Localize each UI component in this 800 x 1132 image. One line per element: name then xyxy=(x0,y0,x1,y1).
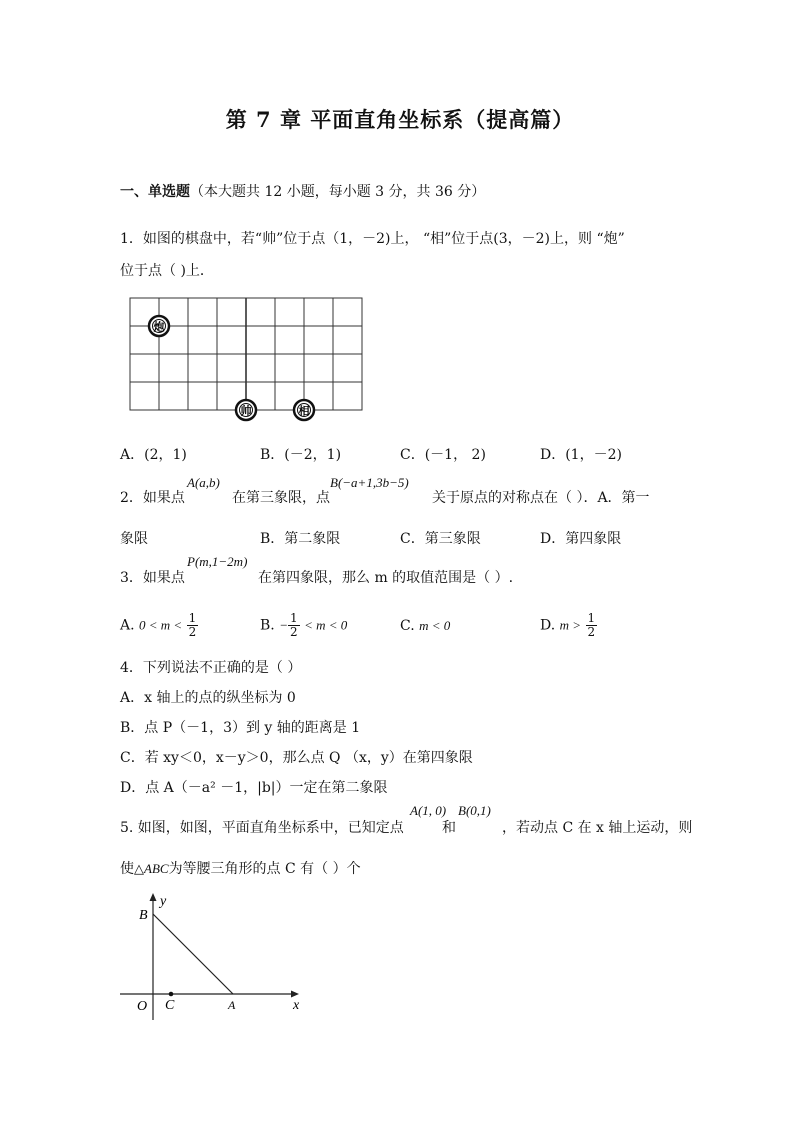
q1-stem-line1: 1．如图的棋盘中，若“帅”位于点（1，－2)上， “相”位于点(3，－2)上，则 “炮” xyxy=(120,231,625,247)
y-axis-label: y xyxy=(160,894,167,909)
q5-mid: 和 xyxy=(442,820,456,836)
q4-stem: 4．下列说法不正确的是（ ） xyxy=(120,660,302,676)
q5-suffix: ，若动点 C 在 x 轴上运动，则 xyxy=(502,820,693,836)
q3-option-c-expr: m < 0 xyxy=(419,618,451,633)
q3-option-c xyxy=(400,618,450,634)
q2-option-c: C．第三象限 xyxy=(400,531,481,547)
q5-line2 xyxy=(120,858,361,878)
q1-option-b: B．(－2，1) xyxy=(260,447,342,463)
q5-line2-prefix: 使 xyxy=(120,861,134,877)
point-c-label: C xyxy=(165,998,175,1013)
section-heading xyxy=(120,181,485,201)
q5-point-b: B(0,1) xyxy=(458,803,491,818)
point-c-dot xyxy=(169,992,174,997)
coordinate-figure xyxy=(115,888,315,1028)
q3-option-a-fraction xyxy=(187,612,199,639)
q2-option-d: D．第四象限 xyxy=(540,531,622,547)
q3-option-d-fraction xyxy=(586,612,598,639)
chess-piece-xiang xyxy=(294,400,314,420)
shuai-label: 帅 xyxy=(240,405,252,418)
q5-line2-suffix: 为等腰三角形的点 C 有（ ）个 xyxy=(168,861,361,877)
x-axis-arrow xyxy=(291,991,299,998)
fraction-numerator: 1 xyxy=(289,611,298,625)
fraction-numerator: 1 xyxy=(188,611,197,625)
q5-prefix: 5. 如图，如图，平面直角坐标系中，已知定点 xyxy=(120,820,404,836)
q4-option-a: A．x 轴上的点的纵坐标为 0 xyxy=(120,690,296,706)
q3-option-d-expr: m > xyxy=(559,617,582,633)
q3-option-d-label: D. xyxy=(540,617,556,634)
q3-option-b-minus: − xyxy=(279,617,288,633)
q3-prefix: 3．如果点 xyxy=(120,570,185,586)
pao-label: 炮 xyxy=(153,321,165,334)
q1-option-c: C．(－1， 2) xyxy=(400,447,486,463)
q3-option-b-expr: < m < 0 xyxy=(304,617,348,633)
q1-option-a: A．(2，1) xyxy=(120,447,187,463)
q3-option-b xyxy=(260,612,347,639)
q3-option-d xyxy=(540,612,597,639)
point-b-label: B xyxy=(139,908,148,923)
fraction-numerator: 1 xyxy=(587,611,596,625)
q3-suffix: 在第四象限，那么 m 的取值范围是（ ）. xyxy=(258,570,514,586)
origin-label: O xyxy=(137,999,148,1014)
chessboard-grid xyxy=(130,298,362,410)
segment-ab xyxy=(153,914,233,994)
q3-option-a-label: A. xyxy=(120,617,135,634)
q4-option-c: C．若 xy＜0，x－y＞0，那么点 Q （x，y）在第四象限 xyxy=(120,750,473,766)
q5-point-a: A(1, 0) xyxy=(410,803,447,818)
q3-option-b-fraction xyxy=(288,612,300,639)
chess-piece-pao xyxy=(149,316,169,336)
q3-option-b-label: B. xyxy=(260,617,275,634)
q1-stem-line2: 位于点（ )上． xyxy=(120,263,214,279)
q2-mid1: 在第三象限，点 xyxy=(232,490,330,506)
xiang-label: 相 xyxy=(298,405,310,418)
q5-triangle: △ABC xyxy=(134,861,169,876)
q2-point-b: B(−a+1,3b−5) xyxy=(330,475,409,490)
chessboard-figure xyxy=(124,294,366,426)
q1-option-d: D．(1，－2) xyxy=(540,447,622,463)
y-axis-arrow xyxy=(150,893,157,901)
q4-option-d: D．点 A（－a² －1，|b|）一定在第二象限 xyxy=(120,780,388,796)
q2-mid2: 关于原点的对称点在（ ）．A．第一 xyxy=(432,490,650,506)
fraction-denominator: 2 xyxy=(587,625,596,639)
q2-point-a: A(a,b) xyxy=(187,475,220,490)
section-heading-note: （本大题共 12 小题，每小题 3 分，共 36 分） xyxy=(190,184,486,200)
q3-option-a-expr: 0 < m < xyxy=(139,617,183,633)
q3-option-c-label: C. xyxy=(400,618,415,634)
chess-piece-shuai xyxy=(236,400,256,420)
fraction-denominator: 2 xyxy=(289,625,298,639)
q3-point-p: P(m,1−2m) xyxy=(187,554,248,569)
page-title: 第 7 章 平面直角坐标系（提高篇） xyxy=(225,107,575,132)
fraction-denominator: 2 xyxy=(188,625,197,639)
section-heading-label: 一、单选题 xyxy=(120,184,190,200)
q3-option-a xyxy=(120,612,198,639)
q2-option-a-cont: 象限 xyxy=(120,531,148,547)
x-axis-label: x xyxy=(293,998,300,1013)
q2-prefix: 2．如果点 xyxy=(120,490,185,506)
point-a-label: A xyxy=(228,998,236,1012)
q2-option-b: B．第二象限 xyxy=(260,531,341,547)
q4-option-b: B．点 P（－1，3）到 y 轴的距离是 1 xyxy=(120,720,361,736)
